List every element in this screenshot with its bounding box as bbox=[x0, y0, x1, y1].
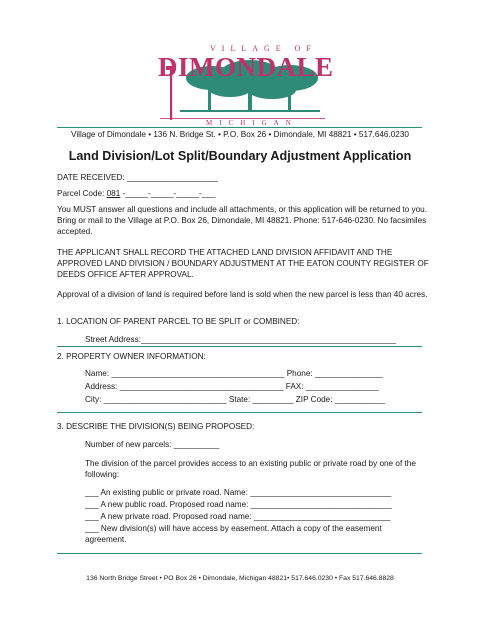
section2-rule bbox=[57, 412, 422, 413]
footer-address: 136 North Bridge Street • PO Box 26 • Dimondale, Michigan 48821• 517.646.0230 • Fax 517.646.8828 bbox=[86, 575, 394, 582]
parcel-code-prefix: 081 bbox=[106, 189, 121, 198]
date-received-field[interactable]: DATE RECEIVED: ____________________ bbox=[57, 173, 218, 182]
instructions-paragraph: You MUST answer all questions and include all attachments, or this application will be returned to you. Bring or mail to the Village at P.O. Box 26, Dimondale, MI 48821. Phone: 517-646-0230. No facsimiles accepted. bbox=[57, 205, 428, 236]
option-easement-access[interactable]: ___ New division(s) will have access by easement. Attach a copy of the easement agreement. bbox=[85, 524, 382, 544]
road-access-description: The division of the parcel provides access to an existing public or private road by one of the following: bbox=[85, 459, 416, 479]
logo-top-text: VILLAGE OF bbox=[210, 44, 317, 53]
village-logo bbox=[150, 38, 334, 130]
owner-address-fax-fields[interactable]: Address: ____________________________________ FAX: ________________ bbox=[85, 382, 379, 391]
option-new-public-road[interactable]: ___ A new public road. Proposed road name: _______________________________ bbox=[85, 500, 392, 509]
parcel-code-blanks: -_____-_____-_____-___ bbox=[120, 189, 216, 198]
logo-name: DIMONDALE bbox=[158, 52, 334, 82]
section2-heading: 2. PROPERTY OWNER INFORMATION: bbox=[57, 352, 206, 361]
parcel-code-label: Parcel Code: bbox=[57, 189, 107, 198]
header-rule bbox=[57, 127, 422, 128]
new-parcels-count-field[interactable]: Number of new parcels: __________ bbox=[85, 440, 220, 449]
approval-notice: Approval of a division of land is required before land is sold when the new parcel is less than 40 acres. bbox=[57, 290, 428, 299]
option-new-private-road[interactable]: ___ A new private road. Proposed road name: ______________________________ bbox=[85, 512, 391, 521]
option-existing-road[interactable]: ___ An existing public or private road. Name: _______________________________ bbox=[85, 488, 392, 497]
owner-name-phone-fields[interactable]: Name: ______________________________________ Phone: _______________ bbox=[85, 369, 384, 378]
section3-heading: 3. DESCRIBE THE DIVISION(S) BEING PROPOSED: bbox=[57, 422, 255, 431]
address-header: Village of Dimondale • 136 N. Bridge St. • P.O. Box 26 • Dimondale, MI 48821 • 517.646.0230 bbox=[71, 130, 409, 139]
page-title: Land Division/Lot Split/Boundary Adjustment Application bbox=[68, 149, 412, 163]
street-address-field[interactable]: Street Address:________________________________________________________ bbox=[85, 335, 396, 344]
parcel-code-field[interactable] bbox=[57, 188, 215, 199]
section1-rule bbox=[57, 346, 422, 347]
owner-city-state-zip-fields[interactable]: City: ___________________________ State: _________ ZIP Code: ___________ bbox=[85, 395, 385, 404]
logo-bottom-text: MICHIGAN bbox=[206, 119, 298, 127]
section1-heading: 1. LOCATION OF PARENT PARCEL TO BE SPLIT or COMBINED: bbox=[57, 317, 300, 326]
recording-notice: THE APPLICANT SHALL RECORD THE ATTACHED LAND DIVISION AFFIDAVIT AND THE APPROVED LAND DIVISION / BOUNDARY ADJUSTMENT AT THE EATON COUNTY REGISTER OF DEEDS OFFICE AFTER APPROVAL. bbox=[57, 248, 429, 279]
section3-rule bbox=[57, 553, 422, 554]
